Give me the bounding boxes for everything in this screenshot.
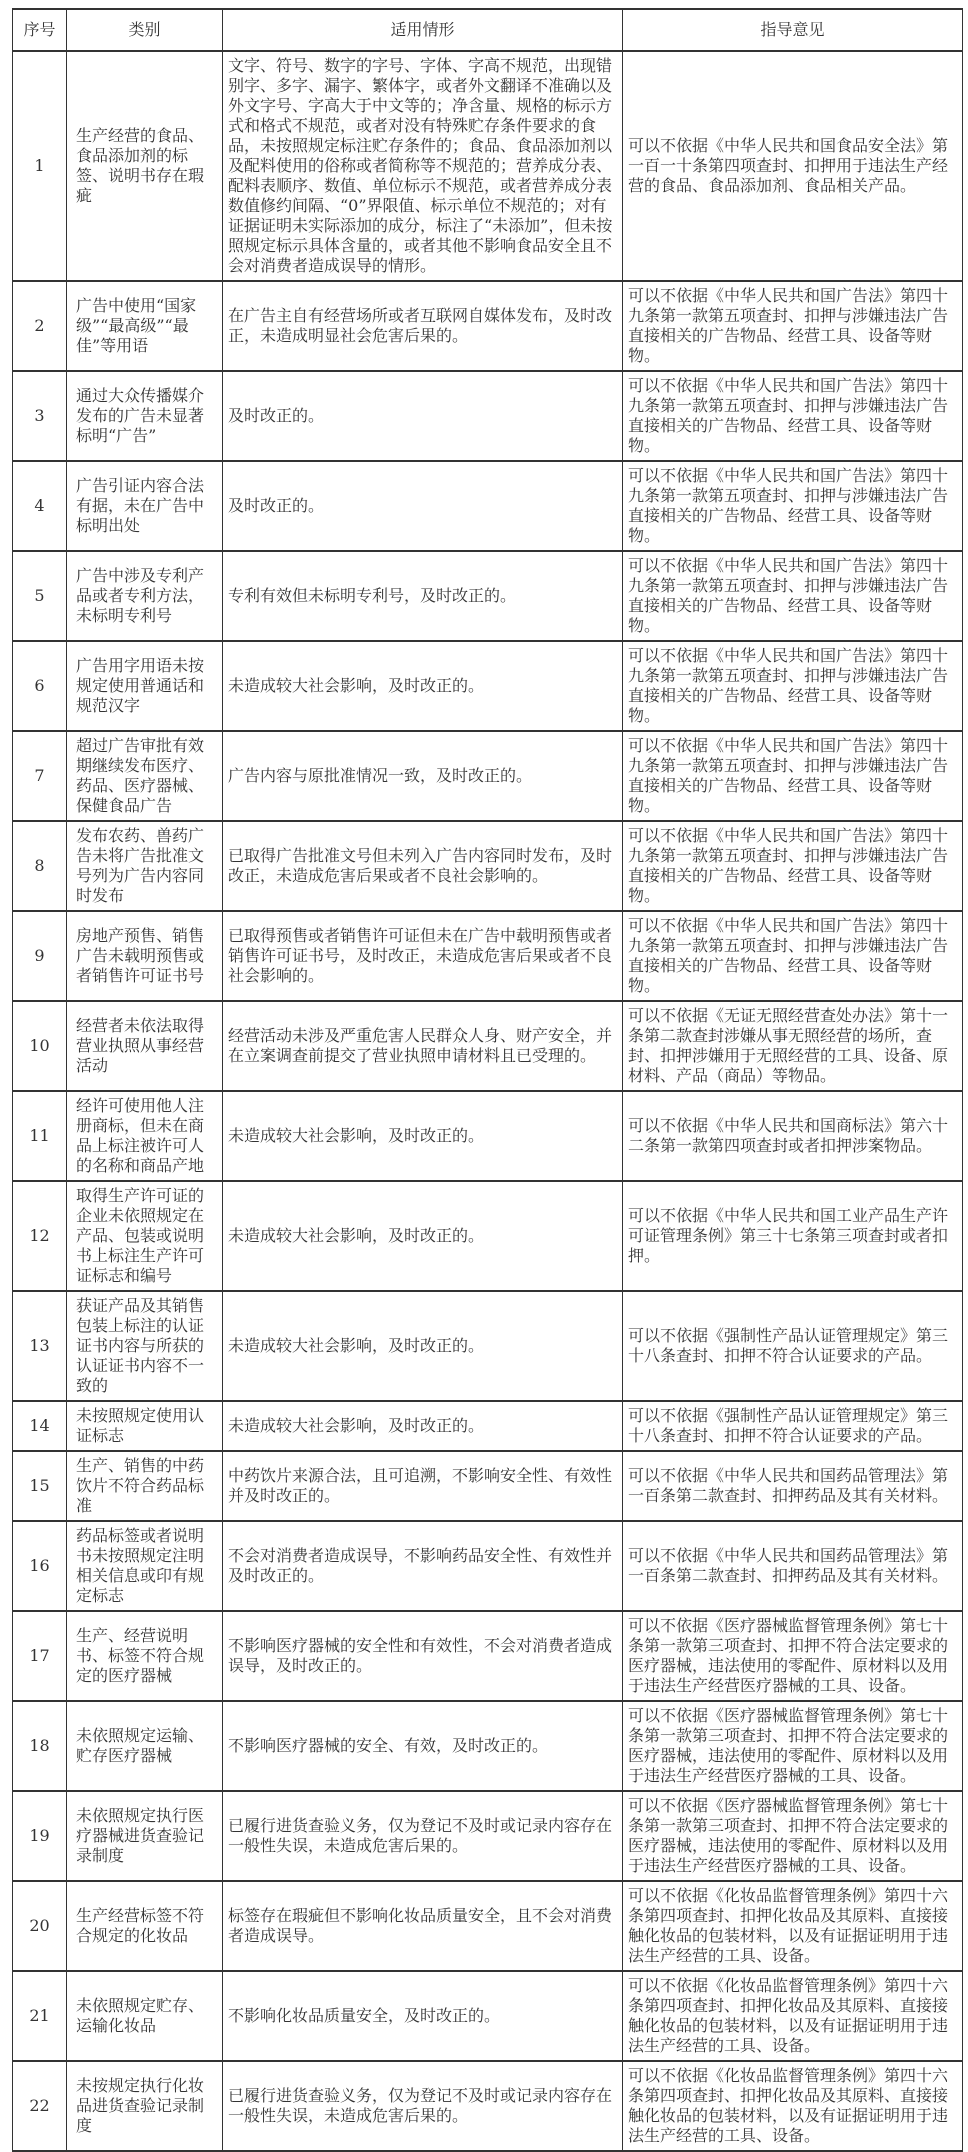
- table-row: [13, 1181, 963, 1291]
- table-body: [13, 51, 963, 2151]
- category-cell: 未按照规定使用认证标志: [67, 1401, 223, 1451]
- situation-cell: 广告内容与原批准情况一致，及时改正的。: [223, 731, 623, 821]
- situation-cell: 及时改正的。: [223, 371, 623, 461]
- category-cell: 未依照规定运输、贮存医疗器械: [67, 1701, 223, 1791]
- table-row: [13, 911, 963, 1001]
- category-cell: 生产经营的食品、食品添加剂的标签、说明书存在瑕疵: [67, 51, 223, 281]
- guidance-cell: 可以不依据《化妆品监督管理条例》第四十六条第四项查封、扣押化妆品及其原料、直接接触化妆品的包装材料，以及有证据证明用于违法生产经营的工具、设备。: [623, 1881, 963, 1971]
- guidance-cell: 可以不依据《中华人民共和国药品管理法》第一百条第二款查封、扣押药品及其有关材料。: [623, 1521, 963, 1611]
- guidance-cell: 可以不依据《化妆品监督管理条例》第四十六条第四项查封、扣押化妆品及其原料、直接接触化妆品的包装材料，以及有证据证明用于违法生产经营的工具、设备。: [623, 2061, 963, 2151]
- table-row: [13, 551, 963, 641]
- situation-cell: 中药饮片来源合法，且可追溯，不影响安全性、有效性并及时改正的。: [223, 1451, 623, 1521]
- guidance-cell: 可以不依据《强制性产品认证管理规定》第三十八条查封、扣押不符合认证要求的产品。: [623, 1401, 963, 1451]
- row-number-cell: 13: [13, 1291, 67, 1401]
- category-cell: 生产、经营说明书、标签不符合规定的医疗器械: [67, 1611, 223, 1701]
- category-cell: 生产、销售的中药饮片不符合药品标准: [67, 1451, 223, 1521]
- row-number-cell: 20: [13, 1881, 67, 1971]
- category-cell: 未按规定执行化妆品进货查验记录制度: [67, 2061, 223, 2151]
- situation-cell: 未造成较大社会影响，及时改正的。: [223, 1401, 623, 1451]
- table-row: [13, 1521, 963, 1611]
- category-cell: 生产经营标签不符合规定的化妆品: [67, 1881, 223, 1971]
- row-number-cell: 8: [13, 821, 67, 911]
- row-number-cell: 10: [13, 1001, 67, 1091]
- row-number-cell: 2: [13, 281, 67, 371]
- row-number-cell: 7: [13, 731, 67, 821]
- table-row: [13, 1701, 963, 1791]
- column-header-no: 序号: [13, 9, 67, 51]
- situation-cell: 已取得预售或者销售许可证但未在广告中载明预售或者销售许可证书号，及时改正，未造成危害后果或者不良社会影响的。: [223, 911, 623, 1001]
- category-cell: 经营者未依法取得营业执照从事经营活动: [67, 1001, 223, 1091]
- table-row: [13, 1401, 963, 1451]
- guidance-table: [12, 8, 963, 2152]
- category-cell: 广告中使用“国家级”“最高级”“最佳”等用语: [67, 281, 223, 371]
- row-number-cell: 15: [13, 1451, 67, 1521]
- situation-cell: 标签存在瑕疵但不影响化妆品质量安全，且不会对消费者造成误导。: [223, 1881, 623, 1971]
- row-number-cell: 19: [13, 1791, 67, 1881]
- table-row: [13, 1881, 963, 1971]
- guidance-cell: 可以不依据《中华人民共和国广告法》第四十九条第一款第五项查封、扣押与涉嫌违法广告直接相关的广告物品、经营工具、设备等财物。: [623, 281, 963, 371]
- guidance-cell: 可以不依据《医疗器械监督管理条例》第七十条第一款第三项查封、扣押不符合法定要求的医疗器械，违法使用的零配件、原材料以及用于违法生产经营医疗器械的工具、设备。: [623, 1701, 963, 1791]
- table-row: [13, 1451, 963, 1521]
- category-cell: 未依照规定贮存、运输化妆品: [67, 1971, 223, 2061]
- row-number-cell: 6: [13, 641, 67, 731]
- row-number-cell: 17: [13, 1611, 67, 1701]
- guidance-cell: 可以不依据《无证无照经营查处办法》第十一条第二款查封涉嫌从事无照经营的场所，查封、扣押涉嫌用于无照经营的工具、设备、原材料、产品（商品）等物品。: [623, 1001, 963, 1091]
- guidance-cell: 可以不依据《中华人民共和国食品安全法》第一百一十条第四项查封、扣押用于违法生产经营的食品、食品添加剂、食品相关产品。: [623, 51, 963, 281]
- table-row: [13, 731, 963, 821]
- situation-cell: 在广告主自有经营场所或者互联网自媒体发布，及时改正，未造成明显社会危害后果的。: [223, 281, 623, 371]
- row-number-cell: 14: [13, 1401, 67, 1451]
- row-number-cell: 3: [13, 371, 67, 461]
- table-row: [13, 2061, 963, 2151]
- column-header-situation: 适用情形: [223, 9, 623, 51]
- category-cell: 广告用字用语未按规定使用普通话和规范汉字: [67, 641, 223, 731]
- guidance-cell: 可以不依据《中华人民共和国商标法》第六十二条第一款第四项查封或者扣押涉案物品。: [623, 1091, 963, 1181]
- situation-cell: 不会对消费者造成误导，不影响药品安全性、有效性并及时改正的。: [223, 1521, 623, 1611]
- situation-cell: 不影响医疗器械的安全性和有效性，不会对消费者造成误导，及时改正的。: [223, 1611, 623, 1701]
- table-row: [13, 641, 963, 731]
- category-cell: 未依照规定执行医疗器械进货查验记录制度: [67, 1791, 223, 1881]
- table-row: [13, 821, 963, 911]
- guidance-cell: 可以不依据《中华人民共和国广告法》第四十九条第一款第五项查封、扣押与涉嫌违法广告直接相关的广告物品、经营工具、设备等财物。: [623, 461, 963, 551]
- guidance-cell: 可以不依据《中华人民共和国广告法》第四十九条第一款第五项查封、扣押与涉嫌违法广告直接相关的广告物品、经营工具、设备等财物。: [623, 911, 963, 1001]
- category-cell: 房地产预售、销售广告未载明预售或者销售许可证书号: [67, 911, 223, 1001]
- category-cell: 发布农药、兽药广告未将广告批准文号列为广告内容同时发布: [67, 821, 223, 911]
- situation-cell: 已取得广告批准文号但未列入广告内容同时发布，及时改正，未造成危害后果或者不良社会影响的。: [223, 821, 623, 911]
- category-cell: 通过大众传播媒介发布的广告未显著标明“广告”: [67, 371, 223, 461]
- situation-cell: 未造成较大社会影响，及时改正的。: [223, 1181, 623, 1291]
- table-row: [13, 1091, 963, 1181]
- guidance-cell: 可以不依据《强制性产品认证管理规定》第三十八条查封、扣押不符合认证要求的产品。: [623, 1291, 963, 1401]
- table-header: [13, 9, 963, 51]
- table-row: [13, 371, 963, 461]
- table-row: [13, 1291, 963, 1401]
- table-row: [13, 461, 963, 551]
- situation-cell: 及时改正的。: [223, 461, 623, 551]
- row-number-cell: 1: [13, 51, 67, 281]
- category-cell: 取得生产许可证的企业未依照规定在产品、包装或说明书上标注生产许可证标志和编号: [67, 1181, 223, 1291]
- guidance-cell: 可以不依据《中华人民共和国广告法》第四十九条第一款第五项查封、扣押与涉嫌违法广告直接相关的广告物品、经营工具、设备等财物。: [623, 641, 963, 731]
- table-row: [13, 1611, 963, 1701]
- situation-cell: 已履行进货查验义务，仅为登记不及时或记录内容存在一般性失误，未造成危害后果的。: [223, 1791, 623, 1881]
- guidance-cell: 可以不依据《医疗器械监督管理条例》第七十条第一款第三项查封、扣押不符合法定要求的医疗器械，违法使用的零配件、原材料以及用于违法生产经营医疗器械的工具、设备。: [623, 1611, 963, 1701]
- guidance-cell: 可以不依据《中华人民共和国工业产品生产许可证管理条例》第三十七条第三项查封或者扣押。: [623, 1181, 963, 1291]
- guidance-cell: 可以不依据《中华人民共和国广告法》第四十九条第一款第五项查封、扣押与涉嫌违法广告直接相关的广告物品、经营工具、设备等财物。: [623, 371, 963, 461]
- situation-cell: 未造成较大社会影响，及时改正的。: [223, 1091, 623, 1181]
- row-number-cell: 9: [13, 911, 67, 1001]
- table-row: [13, 1001, 963, 1091]
- guidance-cell: 可以不依据《医疗器械监督管理条例》第七十条第一款第三项查封、扣押不符合法定要求的医疗器械，违法使用的零配件、原材料以及用于违法生产经营医疗器械的工具、设备。: [623, 1791, 963, 1881]
- guidance-cell: 可以不依据《中华人民共和国广告法》第四十九条第一款第五项查封、扣押与涉嫌违法广告直接相关的广告物品、经营工具、设备等财物。: [623, 731, 963, 821]
- category-cell: 经许可使用他人注册商标，但未在商品上标注被许可人的名称和商品产地: [67, 1091, 223, 1181]
- row-number-cell: 5: [13, 551, 67, 641]
- guidance-cell: 可以不依据《化妆品监督管理条例》第四十六条第四项查封、扣押化妆品及其原料、直接接触化妆品的包装材料，以及有证据证明用于违法生产经营的工具、设备。: [623, 1971, 963, 2061]
- table-row: [13, 1791, 963, 1881]
- situation-cell: 不影响医疗器械的安全、有效，及时改正的。: [223, 1701, 623, 1791]
- situation-cell: 未造成较大社会影响，及时改正的。: [223, 641, 623, 731]
- category-cell: 获证产品及其销售包装上标注的认证证书内容与所获的认证证书内容不一致的: [67, 1291, 223, 1401]
- category-cell: 广告中涉及专利产品或者专利方法，未标明专利号: [67, 551, 223, 641]
- category-cell: 超过广告审批有效期继续发布医疗、药品、医疗器械、保健食品广告: [67, 731, 223, 821]
- situation-cell: 不影响化妆品质量安全，及时改正的。: [223, 1971, 623, 2061]
- guidance-cell: 可以不依据《中华人民共和国广告法》第四十九条第一款第五项查封、扣押与涉嫌违法广告直接相关的广告物品、经营工具、设备等财物。: [623, 551, 963, 641]
- header-row: [13, 9, 963, 51]
- row-number-cell: 16: [13, 1521, 67, 1611]
- row-number-cell: 18: [13, 1701, 67, 1791]
- situation-cell: 经营活动未涉及严重危害人民群众人身、财产安全，并在立案调查前提交了营业执照申请材料且已受理的。: [223, 1001, 623, 1091]
- table-row: [13, 281, 963, 371]
- column-header-category: 类别: [67, 9, 223, 51]
- table-row: [13, 51, 963, 281]
- column-header-guidance: 指导意见: [623, 9, 963, 51]
- category-cell: 广告引证内容合法有据，未在广告中标明出处: [67, 461, 223, 551]
- situation-cell: 专利有效但未标明专利号，及时改正的。: [223, 551, 623, 641]
- row-number-cell: 12: [13, 1181, 67, 1291]
- category-cell: 药品标签或者说明书未按照规定注明相关信息或印有规定标志: [67, 1521, 223, 1611]
- row-number-cell: 22: [13, 2061, 67, 2151]
- guidance-cell: 可以不依据《中华人民共和国药品管理法》第一百条第二款查封、扣押药品及其有关材料。: [623, 1451, 963, 1521]
- situation-cell: 文字、符号、数字的字号、字体、字高不规范，出现错别字、多字、漏字、繁体字，或者外文翻译不准确以及外文字号、字高大于中文等的；净含量、规格的标示方式和格式不规范，或者对没有特殊贮存条件要求的食品，未按照规定标注贮存条件的；食品、食品添加剂以及配料使用的俗称或者简称等不规范的；营养成分表、配料表顺序、数值、单位标示不规范，或者营养成分表数值修约间隔、“0”界限值、标示单位不规范的；对有证据证明未实际添加的成分，标注了“未添加”，但未按照规定标示具体含量的，或者其他不影响食品安全且不会对消费者造成误导的情形。: [223, 51, 623, 281]
- row-number-cell: 11: [13, 1091, 67, 1181]
- table-row: [13, 1971, 963, 2061]
- row-number-cell: 21: [13, 1971, 67, 2061]
- situation-cell: 未造成较大社会影响，及时改正的。: [223, 1291, 623, 1401]
- row-number-cell: 4: [13, 461, 67, 551]
- guidance-cell: 可以不依据《中华人民共和国广告法》第四十九条第一款第五项查封、扣押与涉嫌违法广告直接相关的广告物品、经营工具、设备等财物。: [623, 821, 963, 911]
- situation-cell: 已履行进货查验义务，仅为登记不及时或记录内容存在一般性失误，未造成危害后果的。: [223, 2061, 623, 2151]
